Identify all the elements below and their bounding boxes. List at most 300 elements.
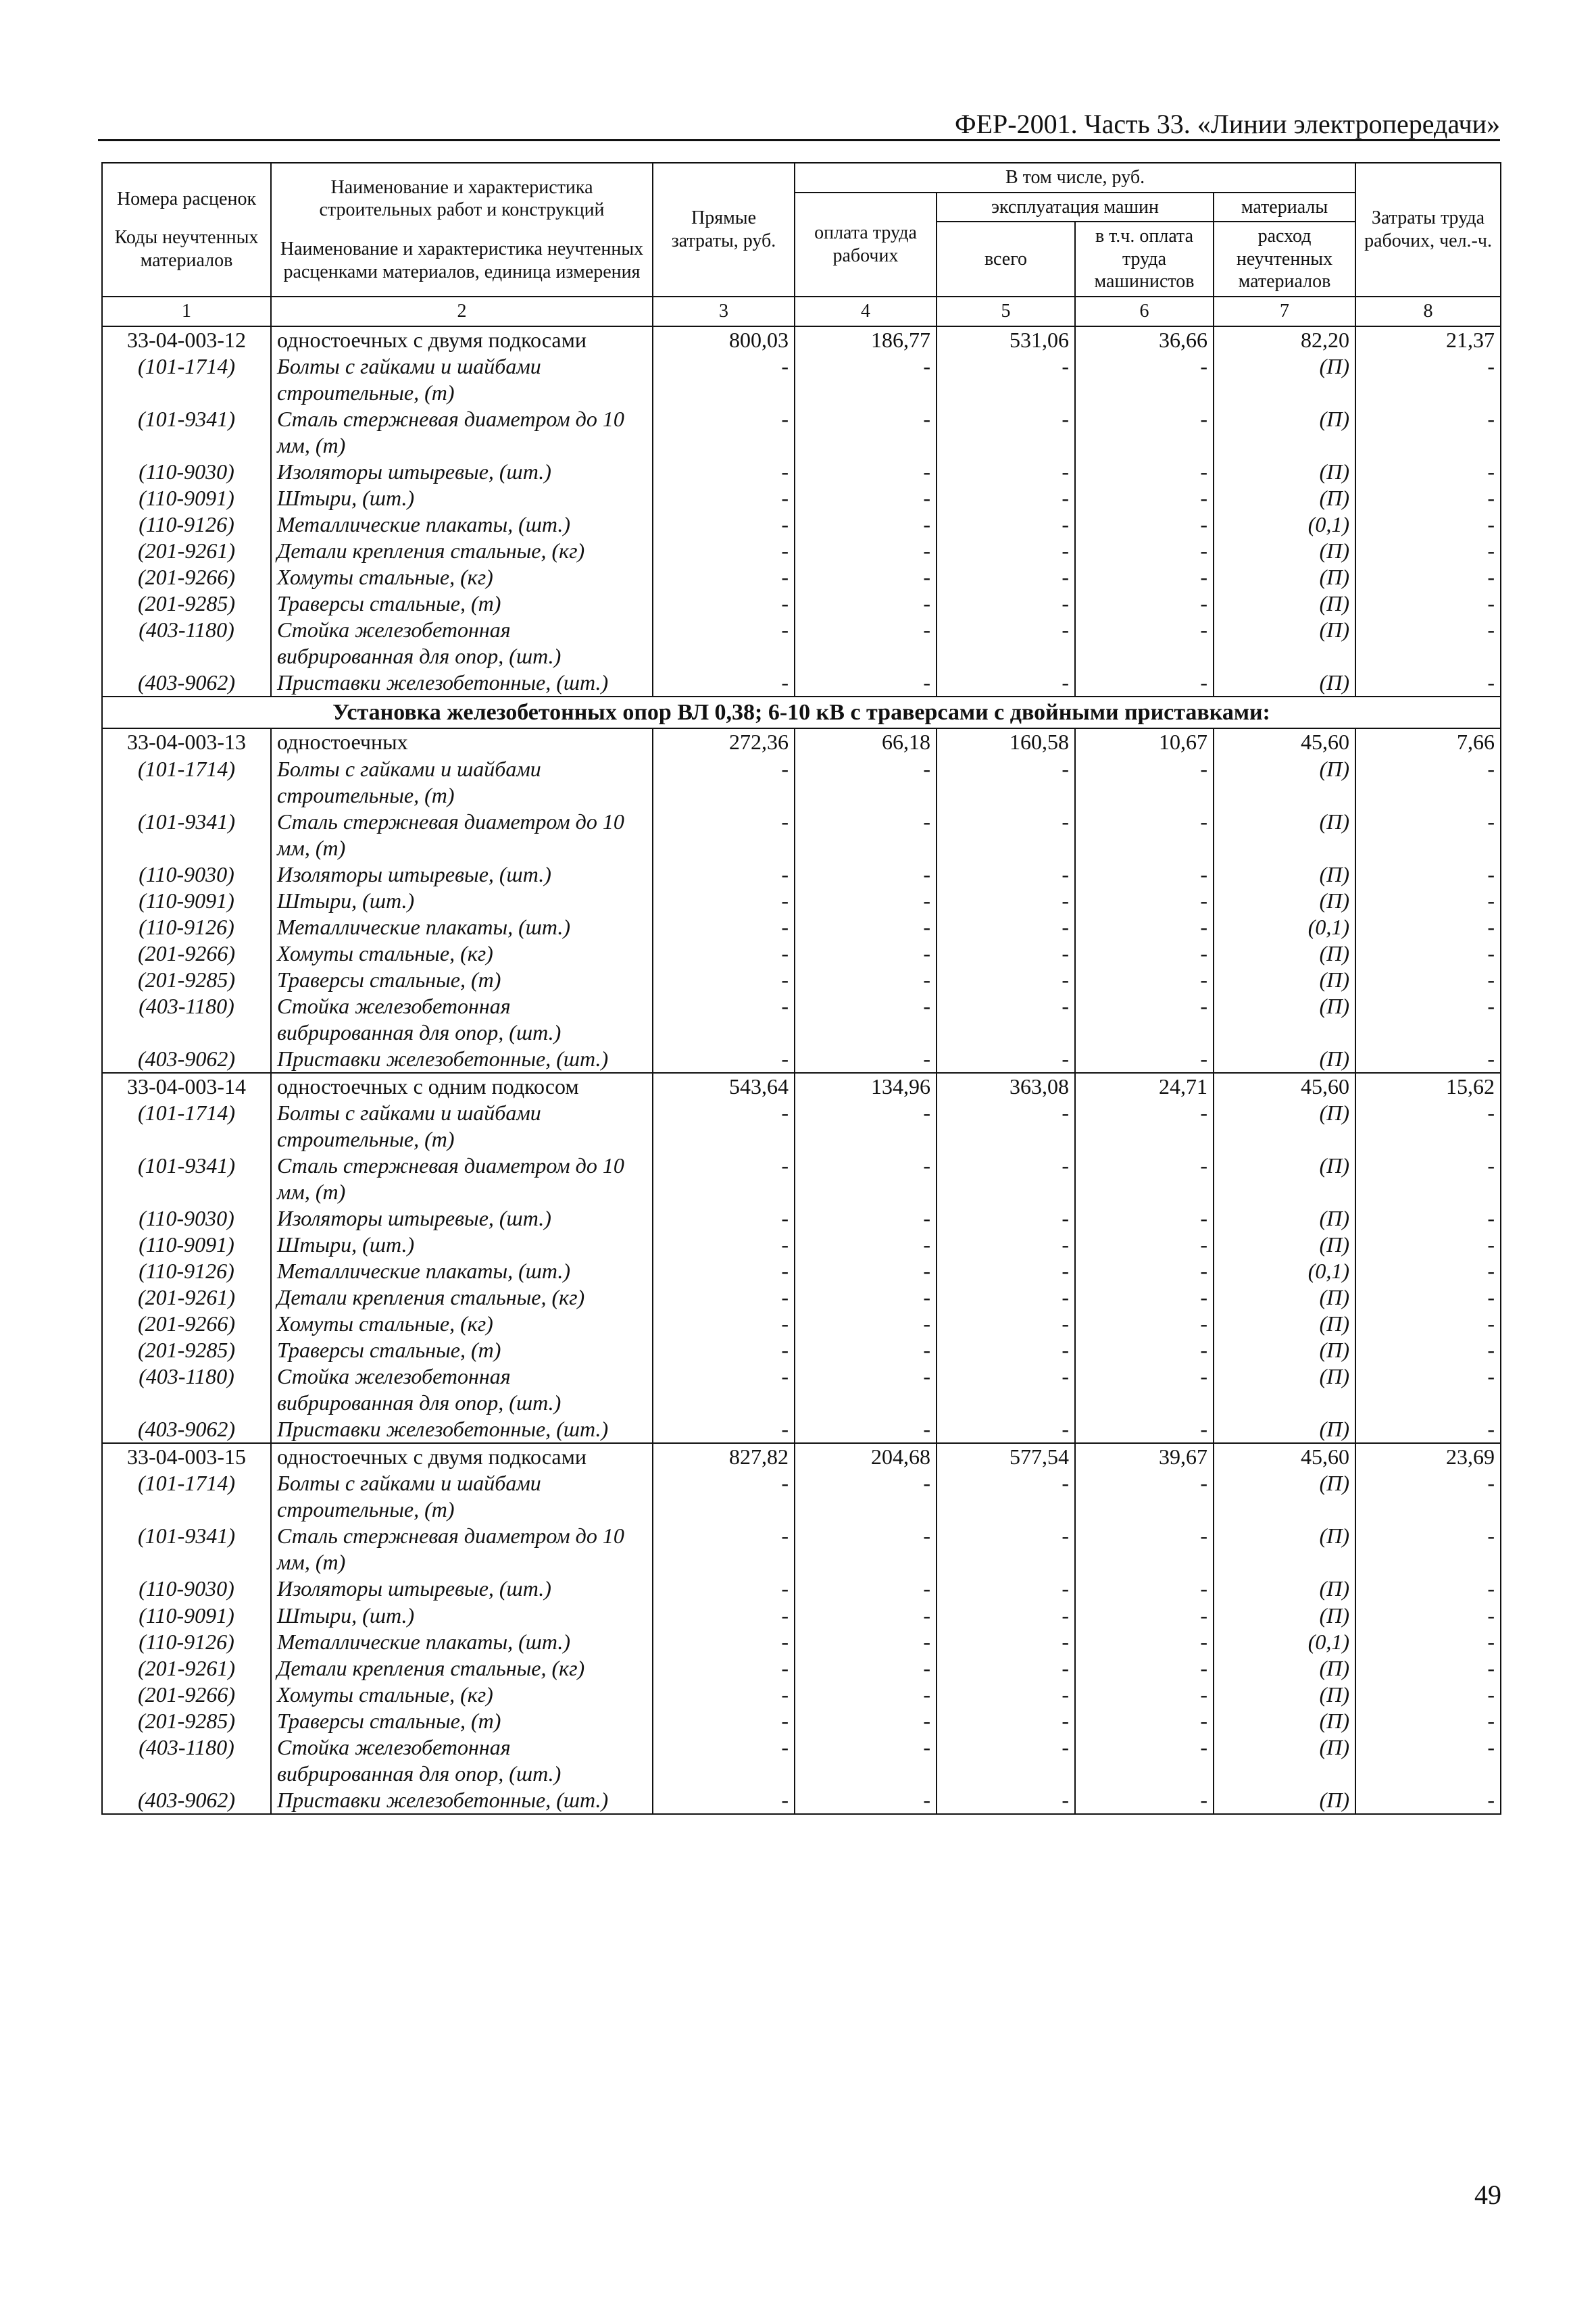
dash-cell: - (937, 353, 1075, 406)
dash-cell: - (937, 967, 1075, 993)
material-code: (101-1714) (102, 1100, 271, 1153)
value-c8: 7,66 (1355, 728, 1501, 755)
material-quantity: (П) (1214, 1363, 1355, 1416)
material-code: (110-9091) (102, 888, 271, 914)
dash-cell: - (1075, 1523, 1214, 1576)
material-row (102, 993, 1501, 1046)
dash-cell: - (653, 670, 795, 697)
dash-cell: - (795, 940, 937, 967)
material-code: (110-9030) (102, 1576, 271, 1602)
value-c8: 21,37 (1355, 326, 1501, 353)
material-name: Траверсы стальные, (т) (271, 1708, 653, 1734)
machines-total-header: всего (937, 222, 1075, 297)
material-code: (201-9285) (102, 1337, 271, 1363)
dash-cell: - (653, 993, 795, 1046)
labor-pay-header: оплата труда рабочих (795, 193, 937, 297)
dash-cell: - (653, 406, 795, 459)
dash-cell: - (937, 1153, 1075, 1205)
work-row (102, 1443, 1501, 1470)
dash-cell: - (937, 1416, 1075, 1443)
dash-cell: - (653, 1734, 795, 1787)
dash-cell: - (1355, 485, 1501, 511)
material-quantity: (0,1) (1214, 1258, 1355, 1284)
dash-cell: - (795, 353, 937, 406)
value-c4: 66,18 (795, 728, 937, 755)
dash-cell: - (1355, 756, 1501, 809)
value-c4: 134,96 (795, 1073, 937, 1100)
dash-cell: - (795, 1734, 937, 1787)
dash-cell: - (1075, 1734, 1214, 1787)
dash-cell: - (937, 940, 1075, 967)
value-c6: 36,66 (1075, 326, 1214, 353)
material-name: Стойка железобетонная вибрированная для опор, (шт.) (271, 1363, 653, 1416)
dash-cell: - (653, 1100, 795, 1153)
dash-cell: - (937, 1232, 1075, 1258)
dash-cell: - (937, 1470, 1075, 1523)
dash-cell: - (937, 1258, 1075, 1284)
material-row (102, 353, 1501, 406)
dash-cell: - (1355, 1046, 1501, 1073)
material-row (102, 914, 1501, 940)
material-name: Приставки железобетонные, (шт.) (271, 1046, 653, 1073)
unaccounted-materials-header: расход неучтенных материалов (1214, 222, 1355, 297)
dash-cell: - (795, 1311, 937, 1337)
material-name: Хомуты стальные, (кг) (271, 940, 653, 967)
material-quantity: (П) (1214, 1416, 1355, 1443)
col1-header-bottom: Коды неучтенных материалов (114, 227, 259, 271)
dash-cell: - (1075, 1284, 1214, 1311)
material-name: Изоляторы штыревые, (шт.) (271, 1205, 653, 1232)
material-code: (403-9062) (102, 1046, 271, 1073)
dash-cell: - (1075, 1337, 1214, 1363)
value-c5: 577,54 (937, 1443, 1075, 1470)
dash-cell: - (653, 1787, 795, 1814)
dash-cell: - (1355, 914, 1501, 940)
dash-cell: - (1355, 1153, 1501, 1205)
value-c7: 82,20 (1214, 326, 1355, 353)
material-name: Болты с гайками и шайбами строительные, (т) (271, 1470, 653, 1523)
material-name: Штыри, (шт.) (271, 1232, 653, 1258)
dash-cell: - (653, 1603, 795, 1629)
dash-cell: - (1075, 1153, 1214, 1205)
dash-cell: - (937, 914, 1075, 940)
value-c7: 45,60 (1214, 1443, 1355, 1470)
dash-cell: - (937, 993, 1075, 1046)
material-name: Приставки железобетонные, (шт.) (271, 1416, 653, 1443)
dash-cell: - (937, 1100, 1075, 1153)
dash-cell: - (1355, 353, 1501, 406)
material-row (102, 511, 1501, 538)
material-name: Металлические плакаты, (шт.) (271, 914, 653, 940)
value-c4: 204,68 (795, 1443, 937, 1470)
table-head (102, 163, 1501, 326)
dash-cell: - (1355, 1363, 1501, 1416)
material-quantity: (П) (1214, 590, 1355, 617)
material-code: (110-9126) (102, 914, 271, 940)
dash-cell: - (1075, 406, 1214, 459)
dash-cell: - (653, 888, 795, 914)
dash-cell: - (653, 861, 795, 888)
dash-cell: - (653, 485, 795, 511)
dash-cell: - (1355, 564, 1501, 590)
material-quantity: (П) (1214, 1153, 1355, 1205)
material-row (102, 1708, 1501, 1734)
material-code: (101-1714) (102, 756, 271, 809)
dash-cell: - (1355, 1603, 1501, 1629)
dash-cell: - (937, 756, 1075, 809)
dash-cell: - (1075, 1100, 1214, 1153)
dash-cell: - (653, 1284, 795, 1311)
material-quantity: (П) (1214, 967, 1355, 993)
material-row (102, 1734, 1501, 1787)
material-quantity: (П) (1214, 1284, 1355, 1311)
dash-cell: - (1355, 538, 1501, 564)
dash-cell: - (1075, 940, 1214, 967)
material-code: (201-9285) (102, 1708, 271, 1734)
material-code: (201-9266) (102, 564, 271, 590)
material-code: (101-9341) (102, 1523, 271, 1576)
material-code: (403-9062) (102, 1416, 271, 1443)
material-name: Хомуты стальные, (кг) (271, 1311, 653, 1337)
column-number: 8 (1355, 297, 1501, 326)
material-quantity: (П) (1214, 888, 1355, 914)
dash-cell: - (653, 809, 795, 861)
column-number: 7 (1214, 297, 1355, 326)
dash-cell: - (1075, 564, 1214, 590)
material-quantity: (П) (1214, 1576, 1355, 1602)
material-name: Хомуты стальные, (кг) (271, 564, 653, 590)
dash-cell: - (795, 861, 937, 888)
material-quantity: (0,1) (1214, 1629, 1355, 1655)
material-row (102, 888, 1501, 914)
dash-cell: - (653, 1682, 795, 1708)
dash-cell: - (653, 1311, 795, 1337)
material-name: Металлические плакаты, (шт.) (271, 1629, 653, 1655)
dash-cell: - (1075, 993, 1214, 1046)
dash-cell: - (1075, 914, 1214, 940)
rate-code: 33-04-003-12 (102, 326, 271, 353)
dash-cell: - (937, 1046, 1075, 1073)
material-name: Детали крепления стальные, (кг) (271, 1284, 653, 1311)
dash-cell: - (1355, 1258, 1501, 1284)
value-c8: 15,62 (1355, 1073, 1501, 1100)
rate-group (102, 1443, 1501, 1813)
dash-cell: - (795, 406, 937, 459)
material-name: Болты с гайками и шайбами строительные, (т) (271, 756, 653, 809)
material-quantity: (П) (1214, 756, 1355, 809)
value-c3: 800,03 (653, 326, 795, 353)
work-row (102, 1073, 1501, 1100)
material-code: (201-9285) (102, 590, 271, 617)
dash-cell: - (937, 459, 1075, 485)
dash-cell: - (795, 914, 937, 940)
dash-cell: - (653, 590, 795, 617)
material-row (102, 1629, 1501, 1655)
dash-cell: - (653, 914, 795, 940)
material-row (102, 1470, 1501, 1523)
material-name: Детали крепления стальные, (кг) (271, 538, 653, 564)
material-code: (110-9126) (102, 1258, 271, 1284)
rate-code: 33-04-003-15 (102, 1443, 271, 1470)
value-c3: 827,82 (653, 1443, 795, 1470)
machines-header: эксплуатация машин (937, 193, 1214, 222)
dash-cell: - (795, 1258, 937, 1284)
material-quantity: (П) (1214, 485, 1355, 511)
dash-cell: - (1355, 888, 1501, 914)
dash-cell: - (1355, 809, 1501, 861)
dash-cell: - (1075, 1787, 1214, 1814)
value-c8: 23,69 (1355, 1443, 1501, 1470)
labor-cost-header: Затраты труда рабочих, чел.-ч. (1355, 163, 1501, 297)
material-quantity: (0,1) (1214, 511, 1355, 538)
material-code: (403-1180) (102, 993, 271, 1046)
section-heading: Установка железобетонных опор ВЛ 0,38; 6-10 кВ с траверсами с двойными приставками: (102, 697, 1501, 728)
column-number: 6 (1075, 297, 1214, 326)
dash-cell: - (795, 756, 937, 809)
material-row (102, 1655, 1501, 1682)
dash-cell: - (653, 1258, 795, 1284)
material-name: Изоляторы штыревые, (шт.) (271, 459, 653, 485)
column-number: 3 (653, 297, 795, 326)
dash-cell: - (1355, 1416, 1501, 1443)
dash-cell: - (795, 1523, 937, 1576)
dash-cell: - (1355, 1470, 1501, 1523)
material-row (102, 1337, 1501, 1363)
dash-cell: - (795, 1100, 937, 1153)
material-code: (110-9126) (102, 511, 271, 538)
dash-cell: - (653, 1523, 795, 1576)
dash-cell: - (795, 538, 937, 564)
material-quantity: (П) (1214, 538, 1355, 564)
dash-cell: - (795, 590, 937, 617)
col2-header-bottom: Наименование и характеристика неучтенных расценками материалов, единица измерения (280, 238, 644, 282)
dash-cell: - (1355, 511, 1501, 538)
col2-header (271, 163, 653, 297)
material-row (102, 1100, 1501, 1153)
dash-cell: - (795, 617, 937, 670)
dash-cell: - (937, 1576, 1075, 1602)
dash-cell: - (1355, 459, 1501, 485)
dash-cell: - (1355, 940, 1501, 967)
dash-cell: - (795, 670, 937, 697)
rate-code: 33-04-003-14 (102, 1073, 271, 1100)
material-name: Стойка железобетонная вибрированная для опор, (шт.) (271, 993, 653, 1046)
dash-cell: - (1075, 485, 1214, 511)
dash-cell: - (1355, 1205, 1501, 1232)
material-quantity: (П) (1214, 617, 1355, 670)
dash-cell: - (795, 1337, 937, 1363)
dash-cell: - (937, 564, 1075, 590)
dash-cell: - (937, 617, 1075, 670)
material-code: (110-9091) (102, 1603, 271, 1629)
material-code: (110-9091) (102, 485, 271, 511)
material-row (102, 1205, 1501, 1232)
material-row (102, 1153, 1501, 1205)
material-name: Траверсы стальные, (т) (271, 590, 653, 617)
value-c3: 272,36 (653, 728, 795, 755)
value-c5: 531,06 (937, 326, 1075, 353)
material-quantity: (П) (1214, 1682, 1355, 1708)
dash-cell: - (1355, 1629, 1501, 1655)
dash-cell: - (795, 511, 937, 538)
dash-cell: - (1075, 1416, 1214, 1443)
material-code: (110-9091) (102, 1232, 271, 1258)
material-name: Металлические плакаты, (шт.) (271, 1258, 653, 1284)
dash-cell: - (937, 511, 1075, 538)
dash-cell: - (1075, 590, 1214, 617)
material-name: Приставки железобетонные, (шт.) (271, 670, 653, 697)
operators-pay-header: в т.ч. оплата труда машинистов (1075, 222, 1214, 297)
material-name: Стойка железобетонная вибрированная для опор, (шт.) (271, 617, 653, 670)
dash-cell: - (795, 1682, 937, 1708)
dash-cell: - (653, 1655, 795, 1682)
dash-cell: - (937, 888, 1075, 914)
material-row (102, 861, 1501, 888)
material-name: Приставки железобетонные, (шт.) (271, 1787, 653, 1814)
dash-cell: - (937, 1603, 1075, 1629)
dash-cell: - (1355, 590, 1501, 617)
material-code: (201-9261) (102, 1655, 271, 1682)
dash-cell: - (937, 406, 1075, 459)
dash-cell: - (653, 459, 795, 485)
dash-cell: - (937, 1284, 1075, 1311)
dash-cell: - (1075, 1470, 1214, 1523)
value-c5: 363,08 (937, 1073, 1075, 1100)
dash-cell: - (795, 993, 937, 1046)
material-quantity: (П) (1214, 670, 1355, 697)
dash-cell: - (1075, 1603, 1214, 1629)
dash-cell: - (1075, 1311, 1214, 1337)
dash-cell: - (1355, 1682, 1501, 1708)
dash-cell: - (1075, 353, 1214, 406)
material-row (102, 564, 1501, 590)
material-code: (403-1180) (102, 617, 271, 670)
dash-cell: - (653, 1629, 795, 1655)
dash-cell: - (795, 1284, 937, 1311)
dash-cell: - (1075, 861, 1214, 888)
dash-cell: - (795, 1470, 937, 1523)
material-name: Траверсы стальные, (т) (271, 967, 653, 993)
column-number: 2 (271, 297, 653, 326)
material-row (102, 1284, 1501, 1311)
dash-cell: - (653, 1708, 795, 1734)
dash-cell: - (795, 888, 937, 914)
dash-cell: - (795, 1655, 937, 1682)
dash-cell: - (653, 511, 795, 538)
section-heading-row (102, 697, 1501, 728)
dash-cell: - (1075, 888, 1214, 914)
dash-cell: - (1355, 1337, 1501, 1363)
dash-cell: - (937, 1523, 1075, 1576)
material-code: (110-9126) (102, 1629, 271, 1655)
rate-group (102, 728, 1501, 1072)
rate-group (102, 326, 1501, 697)
column-number: 5 (937, 297, 1075, 326)
material-row (102, 1416, 1501, 1443)
dash-cell: - (653, 1337, 795, 1363)
material-code: (101-1714) (102, 1470, 271, 1523)
dash-cell: - (653, 1416, 795, 1443)
material-name: Траверсы стальные, (т) (271, 1337, 653, 1363)
material-name: Штыри, (шт.) (271, 1603, 653, 1629)
dash-cell: - (937, 1363, 1075, 1416)
materials-header: материалы (1214, 193, 1355, 222)
material-name: Детали крепления стальные, (кг) (271, 1655, 653, 1682)
column-number: 1 (102, 297, 271, 326)
dash-cell: - (653, 967, 795, 993)
dash-cell: - (937, 1787, 1075, 1814)
dash-cell: - (1355, 1311, 1501, 1337)
dash-cell: - (653, 1205, 795, 1232)
work-row (102, 326, 1501, 353)
dash-cell: - (1355, 1787, 1501, 1814)
work-name: одностоечных с одним подкосом (271, 1073, 653, 1100)
dash-cell: - (1355, 1100, 1501, 1153)
material-row (102, 1311, 1501, 1337)
material-code: (201-9285) (102, 967, 271, 993)
material-name: Сталь стержневая диаметром до 10 мм, (т) (271, 809, 653, 861)
dash-cell: - (1355, 1232, 1501, 1258)
material-code: (110-9030) (102, 861, 271, 888)
material-code: (201-9266) (102, 1682, 271, 1708)
material-code: (201-9261) (102, 538, 271, 564)
dash-cell: - (795, 564, 937, 590)
material-code: (201-9261) (102, 1284, 271, 1311)
dash-cell: - (795, 809, 937, 861)
dash-cell: - (1355, 1284, 1501, 1311)
running-header: ФЕР-2001. Часть 33. «Линии электропередачи» (954, 109, 1500, 139)
material-quantity: (П) (1214, 1100, 1355, 1153)
dash-cell: - (937, 670, 1075, 697)
dash-cell: - (1075, 670, 1214, 697)
col1-header-top: Номера расценок (116, 188, 257, 209)
material-row (102, 1576, 1501, 1602)
value-c3: 543,64 (653, 1073, 795, 1100)
dash-cell: - (1075, 1708, 1214, 1734)
dash-cell: - (1355, 1708, 1501, 1734)
material-quantity: (П) (1214, 1337, 1355, 1363)
dash-cell: - (653, 538, 795, 564)
dash-cell: - (1075, 1205, 1214, 1232)
dash-cell: - (1355, 861, 1501, 888)
material-name: Стойка железобетонная вибрированная для опор, (шт.) (271, 1734, 653, 1787)
dash-cell: - (653, 564, 795, 590)
material-row (102, 538, 1501, 564)
dash-cell: - (1075, 1629, 1214, 1655)
material-row (102, 1603, 1501, 1629)
value-c4: 186,77 (795, 326, 937, 353)
dash-cell: - (937, 809, 1075, 861)
dash-cell: - (937, 485, 1075, 511)
dash-cell: - (653, 1232, 795, 1258)
material-name: Изоляторы штыревые, (шт.) (271, 861, 653, 888)
material-row (102, 1523, 1501, 1576)
material-row (102, 485, 1501, 511)
dash-cell: - (795, 459, 937, 485)
material-row (102, 967, 1501, 993)
dash-cell: - (1075, 967, 1214, 993)
dash-cell: - (937, 1205, 1075, 1232)
material-row (102, 670, 1501, 697)
value-c6: 39,67 (1075, 1443, 1214, 1470)
dash-cell: - (1355, 1734, 1501, 1787)
dash-cell: - (1075, 511, 1214, 538)
dash-cell: - (1355, 670, 1501, 697)
dash-cell: - (653, 1576, 795, 1602)
dash-cell: - (795, 1205, 937, 1232)
material-quantity: (П) (1214, 1046, 1355, 1073)
dash-cell: - (1355, 993, 1501, 1046)
